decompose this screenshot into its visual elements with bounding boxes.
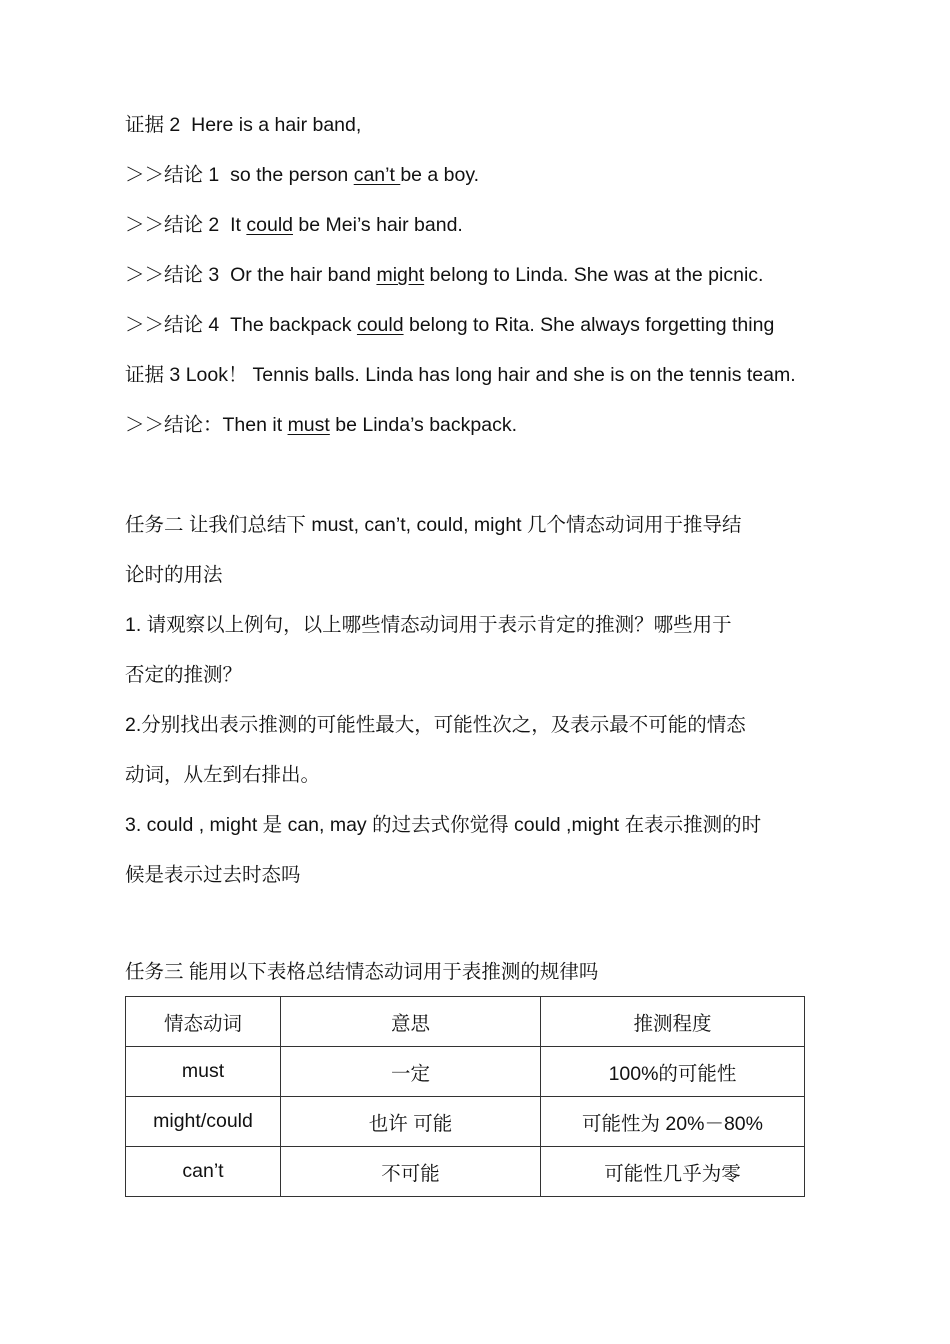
- table-header-cell: 推测程度: [541, 997, 805, 1047]
- task2-heading: 任务二 让我们总结下 must, can’t, could, might 几个情态动词用于推导结: [125, 514, 742, 536]
- table-cell: can’t: [126, 1147, 281, 1197]
- table-cell: must: [126, 1047, 281, 1097]
- conclusion-label: ＞＞结论：: [125, 414, 223, 436]
- table-cell: 也许 可能: [281, 1097, 541, 1147]
- modal-verb: can’t: [353, 164, 401, 186]
- conclusion-text: be Mei’s hair band.: [293, 214, 463, 236]
- task3-heading: 任务三 能用以下表格总结情态动词用于表推测的规律吗: [125, 961, 599, 983]
- table-row: [126, 1047, 805, 1097]
- conclusion-text: be a boy.: [400, 164, 480, 186]
- question-3-cont: 候是表示过去时态吗: [125, 864, 301, 886]
- conclusion-label: ＞＞结论 3: [125, 264, 220, 286]
- table-header-cell: 情态动词: [126, 997, 281, 1047]
- conclusion-text: It: [230, 214, 247, 236]
- conclusion-3: [125, 250, 837, 300]
- question-2-cont: 动词，从左到右排出。: [125, 764, 321, 786]
- final-conclusion: [125, 400, 837, 450]
- document-body: [125, 100, 837, 900]
- evidence-label: 证据 3: [125, 364, 181, 386]
- evidence-2: [125, 100, 837, 150]
- conclusion-text: belong to Rita. She always forgetting thing: [403, 314, 775, 336]
- conclusion-text: Or the hair band: [230, 264, 377, 286]
- question-1: 1. 请观察以上例句，以上哪些情态动词用于表示肯定的推测？哪些用于: [125, 614, 732, 636]
- modal-verb: could: [246, 214, 293, 236]
- conclusion-2: [125, 200, 837, 250]
- conclusion-text: The backpack: [230, 314, 357, 336]
- table-header-cell: 意思: [281, 997, 541, 1047]
- evidence-text: Look！ Tennis balls. Linda has long hair and she is on the tennis team.: [185, 364, 796, 386]
- blank-line: [125, 450, 837, 500]
- question-1-cont: 否定的推测？: [125, 664, 243, 686]
- conclusion-text: Then it: [222, 414, 288, 436]
- table-header-row: [126, 997, 805, 1047]
- question-3: 3. could , might 是 can, may 的过去式你觉得 could ,might 在表示推测的时: [125, 814, 762, 836]
- conclusion-text: belong to Linda. She was at the picnic.: [424, 264, 764, 286]
- evidence-text: Here is a hair band,: [191, 114, 362, 136]
- conclusion-label: ＞＞结论 1: [125, 164, 220, 186]
- table-row: [126, 1147, 805, 1197]
- question-2: 2.分别找出表示推测的可能性最大，可能性次之，及表示最不可能的情态: [125, 714, 746, 736]
- evidence-label: 证据 2: [125, 114, 181, 136]
- table-cell: 可能性为 20%－80%: [541, 1097, 805, 1147]
- table-cell: 一定: [281, 1047, 541, 1097]
- conclusion-label: ＞＞结论 2: [125, 214, 220, 236]
- modal-verb: might: [376, 264, 425, 286]
- conclusion-4: [125, 300, 837, 350]
- conclusion-label: ＞＞结论 4: [125, 314, 220, 336]
- table-cell: 不可能: [281, 1147, 541, 1197]
- conclusion-text: be Linda’s backpack.: [329, 414, 518, 436]
- table-row: [126, 1097, 805, 1147]
- modal-verb-table: [125, 996, 805, 1197]
- modal-verb: could: [356, 314, 404, 336]
- table-cell: might/could: [126, 1097, 281, 1147]
- conclusion-text: so the person: [230, 164, 354, 186]
- table-cell: 100%的可能性: [541, 1047, 805, 1097]
- evidence-3: [125, 350, 837, 400]
- conclusion-1: [125, 150, 837, 200]
- task2-heading-cont: 论时的用法: [125, 564, 223, 586]
- modal-verb: must: [287, 414, 330, 436]
- table-cell: 可能性几乎为零: [541, 1147, 805, 1197]
